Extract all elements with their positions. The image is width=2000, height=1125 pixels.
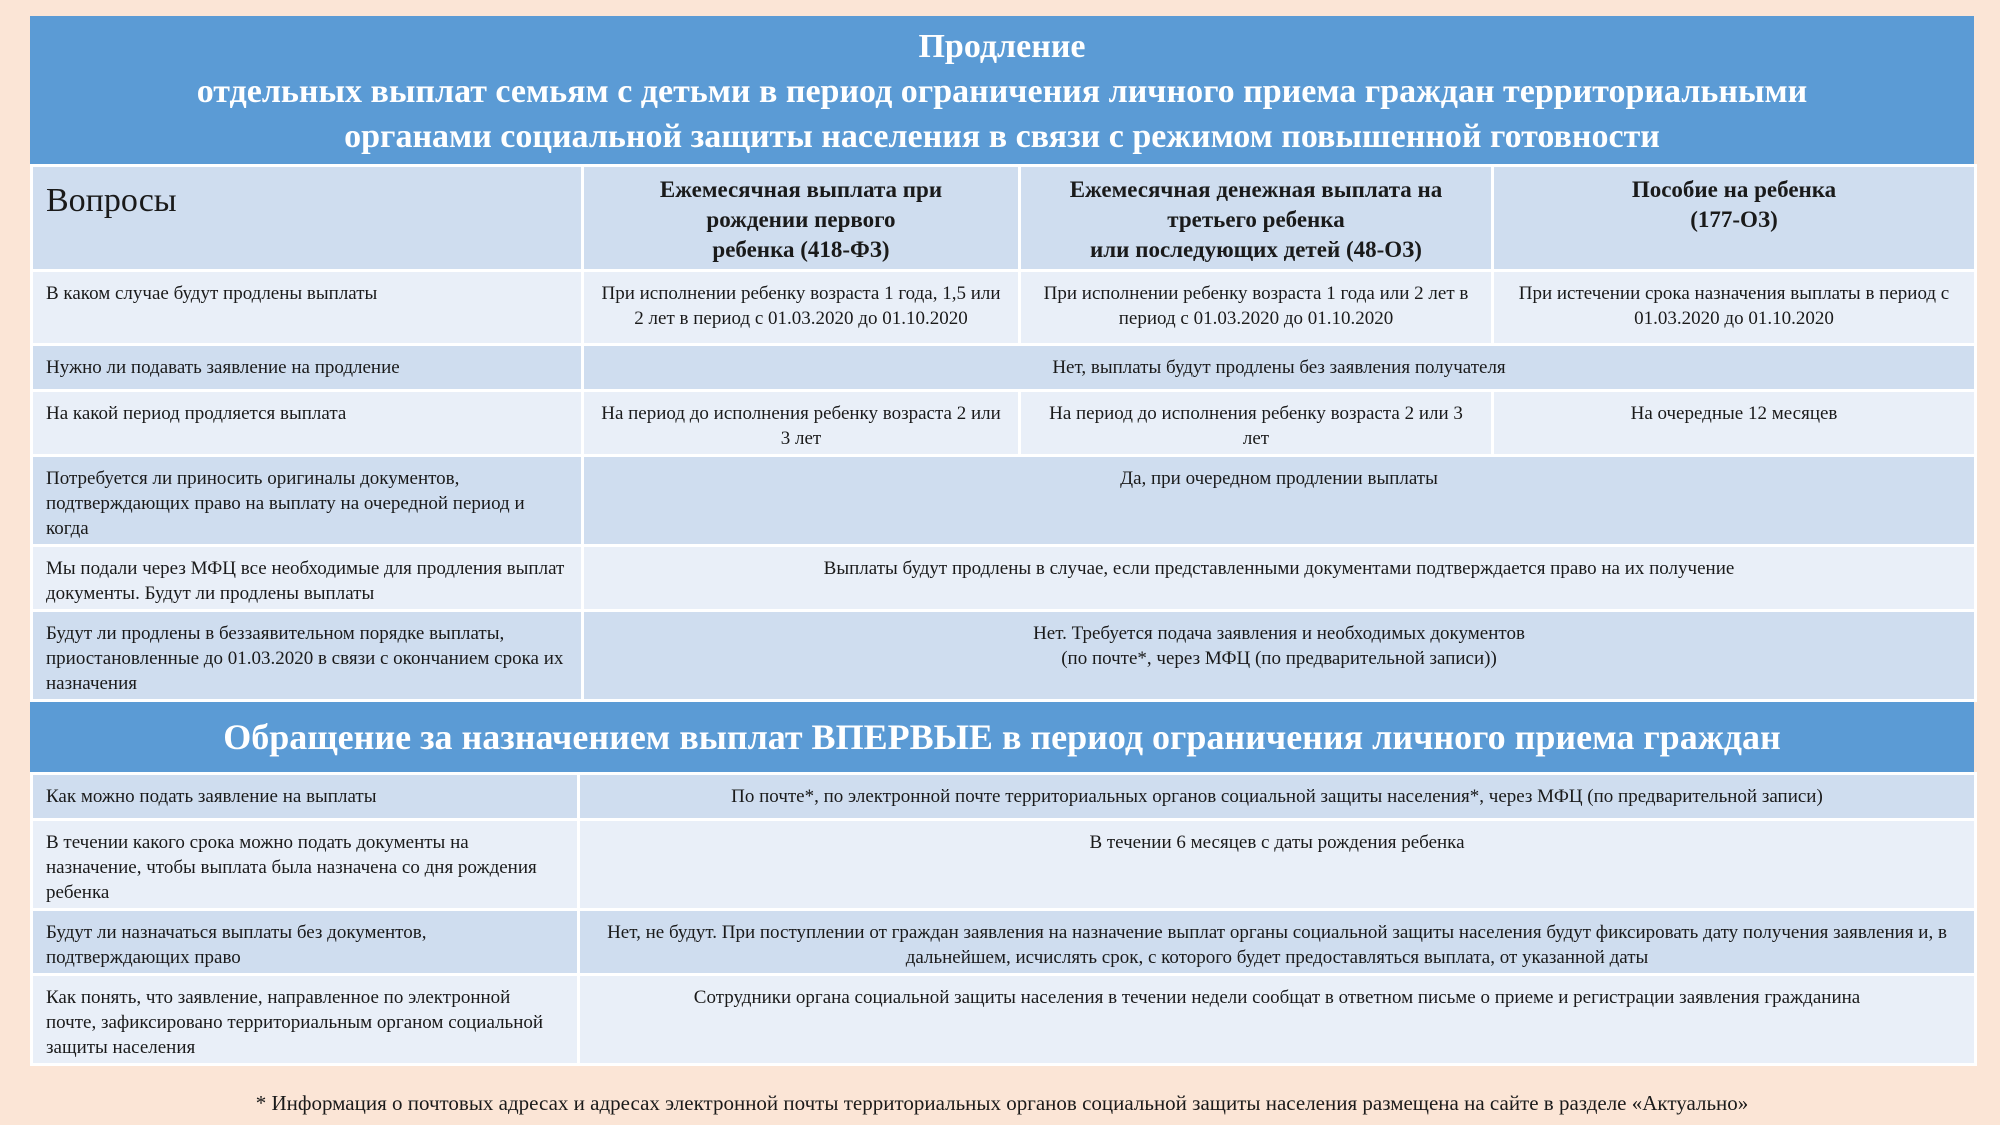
table-row [32, 975, 1976, 1065]
answer-cell: Нет. Требуется подача заявления и необходимых документов (по почте*, через МФЦ (по предварительной записи)) [583, 611, 1976, 701]
banner-title-line3: органами социальной защиты населения в связи с режимом повышенной готовности [344, 118, 1660, 155]
extension-banner [30, 16, 1974, 164]
answer-cell: При истечении срока назначения выплаты в период с 01.03.2020 до 01.10.2020 [1493, 271, 1976, 345]
extension-table [30, 164, 1977, 702]
table-row [32, 611, 1976, 701]
table-row [32, 774, 1976, 820]
banner-title-line1: Продление [918, 28, 1086, 65]
question-cell: Будут ли продлены в беззаявительном порядке выплаты, приостановленные до 01.03.2020 в связи с окончанием срока их назначения [32, 611, 583, 701]
answer-cell: На очередные 12 месяцев [1493, 391, 1976, 456]
answer-cell: Да, при очередном продлении выплаты [583, 456, 1976, 546]
question-cell: Потребуется ли приносить оригиналы документов, подтверждающих право на выплату на очередной период и когда [32, 456, 583, 546]
question-cell: На какой период продляется выплата [32, 391, 583, 456]
banner-title-line2: отдельных выплат семьям с детьми в период ограничения личного приема граждан территориальными [196, 73, 1808, 110]
table-row [32, 271, 1976, 345]
table-row [32, 345, 1976, 391]
table-row [32, 910, 1976, 975]
answer-cell: Нет, не будут. При поступлении от граждан заявления на назначение выплат органы социальной защиты населения будут фиксировать дату получения заявления и, в дальнейшем, исчислять срок, с которого будет предоставляться выплата, от указанной даты [579, 910, 1976, 975]
footnote: * Информация о почтовых адресах и адресах электронной почты территориальных органов социальной защиты населения размещена на сайте в разделе «Актуально» [255, 1091, 1749, 1115]
table-row [32, 820, 1976, 910]
question-cell: В течении какого срока можно подать документы на назначение, чтобы выплата была назначена со дня рождения ребенка [32, 820, 579, 910]
answer-cell: В течении 6 месяцев с даты рождения ребенка [579, 820, 1976, 910]
answer-cell: Выплаты будут продлены в случае, если представленными документами подтверждается право на их получение [583, 546, 1976, 611]
question-cell: Нужно ли подавать заявление на продление [32, 345, 583, 391]
table-row [32, 456, 1976, 546]
question-cell: В каком случае будут продлены выплаты [32, 271, 583, 345]
question-cell: Будут ли назначаться выплаты без документов, подтверждающих право [32, 910, 579, 975]
question-cell: Как можно подать заявление на выплаты [32, 774, 579, 820]
table-header-row [32, 166, 1976, 271]
table-row [32, 546, 1976, 611]
question-cell: Мы подали через МФЦ все необходимые для продления выплат документы. Будут ли продлены выплаты [32, 546, 583, 611]
header-third-child-payment: Ежемесячная денежная выплата на третьего ребенка или последующих детей (48-ОЗ) [1020, 166, 1493, 271]
header-first-child-payment: Ежемесячная выплата при рождении первого ребенка (418-ФЗ) [583, 166, 1020, 271]
answer-cell: На период до исполнения ребенку возраста 2 или 3 лет [583, 391, 1020, 456]
header-child-allowance: Пособие на ребенка (177-ОЗ) [1493, 166, 1976, 271]
answer-cell: На период до исполнения ребенку возраста 2 или 3 лет [1020, 391, 1493, 456]
answer-cell: При исполнении ребенку возраста 1 года или 2 лет в период с 01.03.2020 до 01.10.2020 [1020, 271, 1493, 345]
table-row [32, 391, 1976, 456]
question-cell: Как понять, что заявление, направленное по электронной почте, зафиксировано территориальным органом социальной защиты населения [32, 975, 579, 1065]
first-time-table [30, 772, 1977, 1066]
page [30, 16, 1974, 1115]
answer-cell: Нет, выплаты будут продлены без заявления получателя [583, 345, 1976, 391]
first-time-banner: Обращение за назначением выплат ВПЕРВЫЕ в период ограничения личного приема граждан [30, 702, 1974, 772]
answer-cell: По почте*, по электронной почте территориальных органов социальной защиты населения*, через МФЦ (по предварительной записи) [579, 774, 1976, 820]
questions-header: Вопросы [32, 166, 583, 271]
answer-cell: При исполнении ребенку возраста 1 года, 1,5 или 2 лет в период с 01.03.2020 до 01.10.2020 [583, 271, 1020, 345]
answer-cell: Сотрудники органа социальной защиты населения в течении недели сообщат в ответном письме о приеме и регистрации заявления гражданина [579, 975, 1976, 1065]
